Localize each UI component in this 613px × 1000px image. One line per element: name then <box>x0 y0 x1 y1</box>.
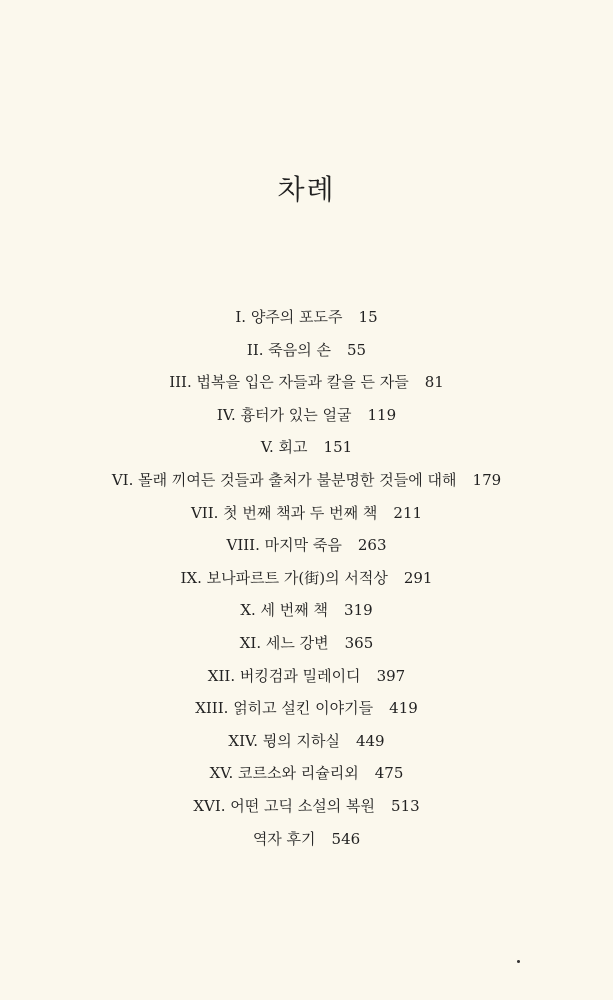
toc-item-label: 역자 후기 <box>252 829 316 848</box>
toc-item <box>0 757 613 790</box>
toc-item-label: XIV. 뮝의 지하실 <box>228 731 340 750</box>
toc-item-page: 319 <box>344 601 373 620</box>
toc-item-page: 546 <box>331 829 361 848</box>
toc-item-label: XII. 버킹검과 밀레이디 <box>207 666 361 685</box>
toc-item-page: 119 <box>367 405 397 424</box>
toc-item <box>0 562 613 595</box>
toc-item <box>0 399 613 432</box>
toc-item-page: 151 <box>323 438 353 457</box>
table-of-contents <box>0 301 613 855</box>
toc-item <box>0 790 613 823</box>
page-title: 차례 <box>277 173 336 206</box>
toc-item-label: XVI. 어떤 고딕 소설의 복원 <box>193 796 376 815</box>
toc-item-page: 397 <box>376 666 406 685</box>
toc-item-page: 475 <box>374 764 404 783</box>
toc-item <box>0 529 613 562</box>
toc-item <box>0 301 613 334</box>
ink-speck <box>517 960 520 963</box>
toc-item-label: III. 법복을 입은 자들과 칼을 든 자들 <box>169 373 409 392</box>
toc-item-label: I. 양주의 포도주 <box>235 308 343 326</box>
toc-item-page: 365 <box>344 633 374 652</box>
toc-item-page: 419 <box>389 699 418 718</box>
toc-item <box>0 594 613 627</box>
toc-item-page: 449 <box>355 731 385 750</box>
toc-item-label: VIII. 마지막 죽음 <box>226 536 342 555</box>
toc-item-label: VII. 첫 번째 책과 두 번째 책 <box>190 503 378 522</box>
toc-item <box>0 431 613 464</box>
toc-item-page: 263 <box>357 536 387 555</box>
toc-item <box>0 366 613 399</box>
toc-item-page: 55 <box>347 340 367 359</box>
toc-item <box>0 660 613 693</box>
toc-item-page: 291 <box>403 568 433 587</box>
toc-item-page: 211 <box>393 503 423 522</box>
toc-item-label: XI. 세느 강변 <box>239 633 329 652</box>
toc-item <box>0 464 613 497</box>
toc-item-label: IX. 보나파르트 가(街)의 서적상 <box>180 568 388 587</box>
toc-item-page: 15 <box>358 308 378 326</box>
toc-item-label: V. 회고 <box>260 438 308 457</box>
toc-item-label: XIII. 얽히고 설킨 이야기들 <box>195 699 374 718</box>
toc-item-label: VI. 몰래 끼여든 것들과 출처가 불분명한 것들에 대해 <box>111 470 457 489</box>
toc-item <box>0 334 613 367</box>
toc-item <box>0 627 613 660</box>
toc-item-label: X. 세 번째 책 <box>240 601 329 620</box>
toc-item <box>0 497 613 530</box>
toc-item <box>0 823 613 856</box>
toc-item-page: 179 <box>472 470 502 489</box>
toc-item-page: 513 <box>391 796 420 815</box>
toc-item <box>0 725 613 758</box>
toc-item <box>0 692 613 725</box>
toc-item-label: II. 죽음의 손 <box>246 340 332 359</box>
toc-item-label: XV. 코르소와 리슐리외 <box>209 764 359 783</box>
toc-item-page: 81 <box>424 373 444 392</box>
toc-item-label: IV. 흉터가 있는 얼굴 <box>216 405 352 424</box>
